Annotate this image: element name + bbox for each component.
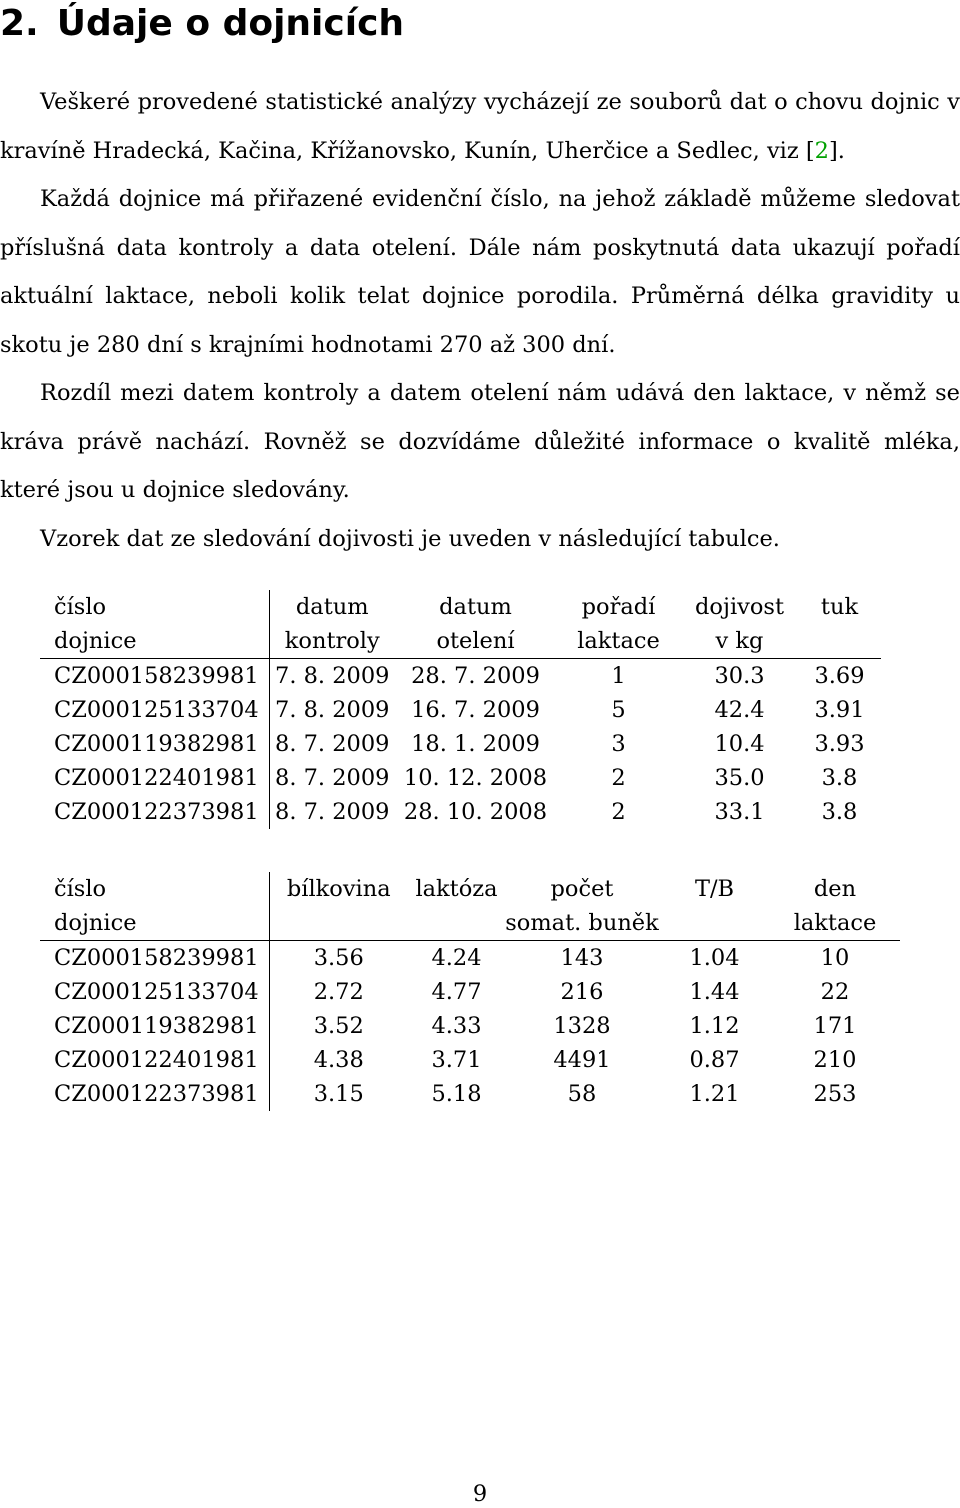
header-cell <box>269 906 408 941</box>
table-cell: 253 <box>813 1081 857 1107</box>
table-cell: 143 <box>560 945 604 971</box>
table-cell: 4.24 <box>431 945 482 971</box>
paragraph-3: Rozdíl mezi datem kontroly a datem otelení nám udává den laktace, v němž se kráva právě nachází. Rovněž se dozvídáme důležité informace o kvalitě mléka, které jsou u dojnice sledovány. <box>0 380 960 503</box>
body-text <box>0 78 960 563</box>
header-cell: otelení <box>395 624 556 659</box>
table-cell: 10 <box>820 945 850 971</box>
table-cell: 3.8 <box>821 765 858 791</box>
table-cell: CZ000125133704 <box>40 693 269 727</box>
table-cell: 3.93 <box>814 731 865 757</box>
header-cell: počet <box>550 876 614 902</box>
table-cell: 210 <box>813 1047 857 1073</box>
table-cell: CZ000122373981 <box>40 1077 269 1111</box>
header-cell: kontroly <box>269 624 395 659</box>
table-header-row <box>40 906 900 941</box>
section-heading <box>0 2 404 46</box>
table-cell: 30.3 <box>714 663 765 689</box>
table-cell: 3.15 <box>313 1081 364 1107</box>
table-cell: 171 <box>813 1013 857 1039</box>
table-cell: CZ000122401981 <box>40 761 269 795</box>
table-cell: 10.4 <box>714 731 765 757</box>
table-row <box>40 975 900 1009</box>
table-cell: 35.0 <box>714 765 765 791</box>
paragraph-1-text: Veškeré provedené statistické analýzy vycházejí ze souborů dat o chovu dojnic v kravíně Hradecká, Kačina, Křížanovsko, Kunín, Uherčice a Sedlec, viz [ <box>0 89 960 164</box>
milk-yield-table <box>40 590 881 829</box>
paragraph-4: Vzorek dat ze sledování dojivosti je uveden v následující tabulce. <box>40 525 780 552</box>
header-cell: laktóza <box>415 876 498 902</box>
table-cell: CZ000125133704 <box>40 975 269 1009</box>
header-cell <box>408 906 505 941</box>
table-cell: CZ000158239981 <box>40 941 269 976</box>
header-cell: dojivost <box>695 594 784 620</box>
table-row <box>40 761 881 795</box>
header-cell: laktace <box>770 906 900 941</box>
table-row <box>40 1077 900 1111</box>
table-cell: CZ000122401981 <box>40 1043 269 1077</box>
table-cell: 2.72 <box>313 979 364 1005</box>
header-cell <box>798 624 881 659</box>
page-number: 9 <box>472 1481 488 1507</box>
table-cell: 3.69 <box>814 663 865 689</box>
table-cell: 4.38 <box>313 1047 364 1073</box>
table-cell: 8. 7. 2009 <box>275 731 390 757</box>
table-cell: 3.91 <box>814 697 865 723</box>
table-row <box>40 795 881 829</box>
table-cell: 1.21 <box>689 1081 740 1107</box>
table-cell: 33.1 <box>714 799 765 825</box>
table-cell: 3.56 <box>313 945 364 971</box>
table-cell: 1328 <box>553 1013 611 1039</box>
paragraph-1 <box>0 78 960 175</box>
table-cell: 42.4 <box>714 697 765 723</box>
table-cell: 22 <box>820 979 850 1005</box>
table-row <box>40 941 900 976</box>
header-cell: pořadí <box>581 594 656 620</box>
table-cell: 18. 1. 2009 <box>411 731 540 757</box>
table-cell: 58 <box>567 1081 597 1107</box>
header-cell: číslo <box>40 872 269 906</box>
table-cell: 8. 7. 2009 <box>275 799 390 825</box>
header-cell: tuk <box>820 594 859 620</box>
table-row <box>40 693 881 727</box>
header-cell: dojnice <box>40 624 269 659</box>
table-header-row <box>40 590 881 624</box>
header-cell: datum <box>439 594 512 620</box>
table-cell: 4491 <box>553 1047 611 1073</box>
milk-quality-table <box>40 872 900 1111</box>
table-header-row <box>40 872 900 906</box>
header-cell <box>659 906 770 941</box>
paragraph-2: Každá dojnice má přiřazené evidenční číslo, na jehož základě můžeme sledovat příslušná data kontroly a data otelení. Dále nám poskytnutá data ukazují pořadí aktuální laktace, neboli kolik telat dojnice porodila. Průměrná délka gravidity u skotu je 280 dní s krajními hodnotami 270 až 300 dní. <box>0 186 960 358</box>
table-row <box>40 659 881 694</box>
header-cell: bílkovina <box>286 876 391 902</box>
table-cell: CZ000122373981 <box>40 795 269 829</box>
table-cell: 7. 8. 2009 <box>275 697 390 723</box>
table-cell: 5 <box>611 697 626 723</box>
table-cell: 0.87 <box>689 1047 740 1073</box>
table-cell: 16. 7. 2009 <box>411 697 540 723</box>
table-row <box>40 1009 900 1043</box>
table-cell: CZ000119382981 <box>40 727 269 761</box>
header-cell: dojnice <box>40 906 269 941</box>
table-row <box>40 1043 900 1077</box>
table-cell: 4.33 <box>431 1013 482 1039</box>
table-cell: 1.44 <box>689 979 740 1005</box>
table-cell: 216 <box>560 979 604 1005</box>
table-cell: 2 <box>611 799 626 825</box>
table-cell: 28. 10. 2008 <box>403 799 548 825</box>
table-cell: 10. 12. 2008 <box>403 765 548 791</box>
section-title: Údaje o dojnicích <box>56 3 405 44</box>
table-row <box>40 727 881 761</box>
table-cell: 1.12 <box>689 1013 740 1039</box>
table-cell: 3.52 <box>313 1013 364 1039</box>
table-cell: 3 <box>611 731 626 757</box>
table-cell: 7. 8. 2009 <box>275 663 390 689</box>
table-cell: CZ000158239981 <box>40 659 269 694</box>
table-cell: 5.18 <box>431 1081 482 1107</box>
table-cell: 28. 7. 2009 <box>411 663 540 689</box>
table-cell: CZ000119382981 <box>40 1009 269 1043</box>
table-cell: 1 <box>611 663 626 689</box>
section-number: 2. <box>0 3 39 44</box>
table-cell: 8. 7. 2009 <box>275 765 390 791</box>
citation-link[interactable]: 2 <box>814 137 829 164</box>
paragraph-1-end: ]. <box>829 137 845 164</box>
header-cell: číslo <box>40 590 269 624</box>
table-cell: 1.04 <box>689 945 740 971</box>
header-cell: den <box>813 876 857 902</box>
table-cell: 3.71 <box>431 1047 482 1073</box>
header-cell: T/B <box>694 876 735 902</box>
table-header-row <box>40 624 881 659</box>
header-cell: datum <box>295 594 369 620</box>
table-cell: 2 <box>611 765 626 791</box>
table-cell: 4.77 <box>431 979 482 1005</box>
header-cell: v kg <box>681 624 798 659</box>
header-cell: somat. buněk <box>505 906 659 941</box>
table-cell: 3.8 <box>821 799 858 825</box>
header-cell: laktace <box>556 624 681 659</box>
